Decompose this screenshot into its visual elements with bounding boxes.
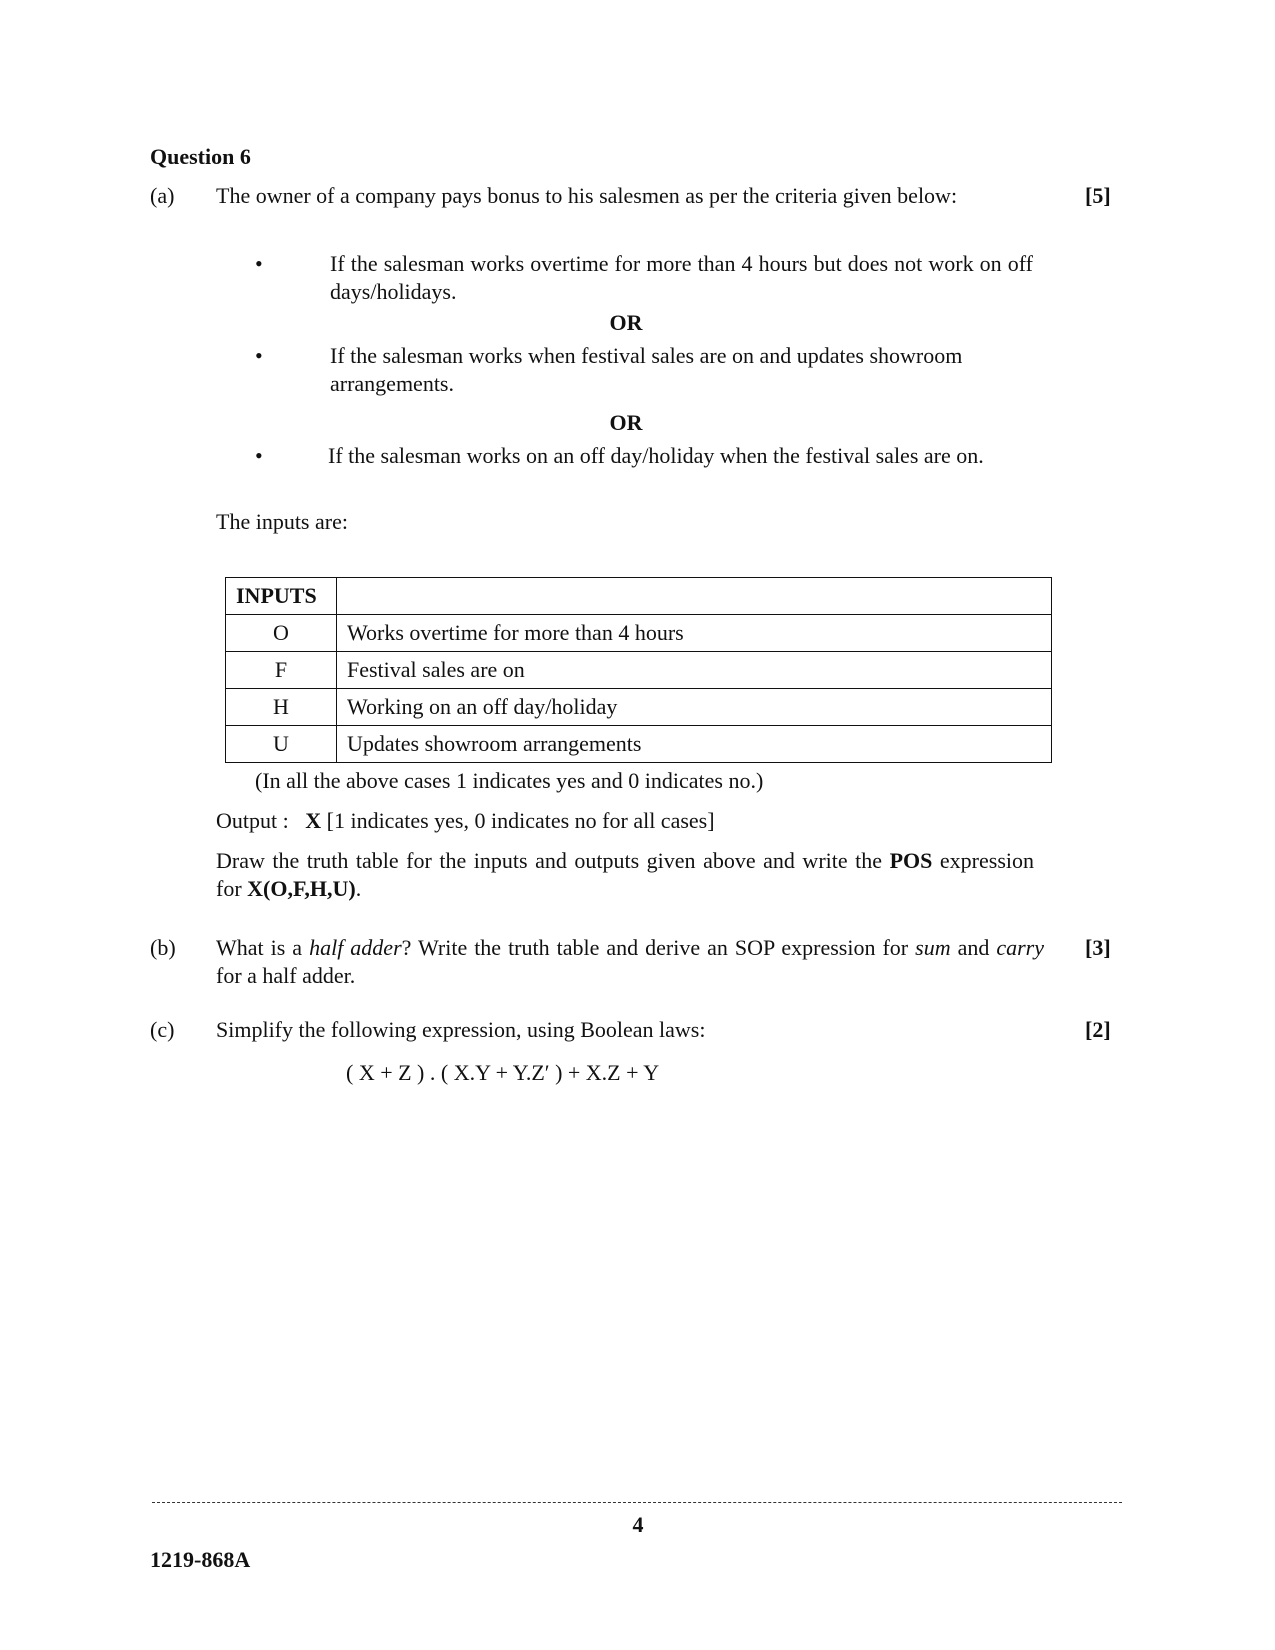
output-label: Output : [216, 808, 289, 833]
part-a-marks: [5] [1085, 183, 1111, 208]
instruction-text: expression for [216, 848, 1034, 901]
input-description: Updates showroom arrangements [337, 726, 1052, 763]
part-c-text: Simplify the following expression, using Boolean laws: [216, 1017, 706, 1042]
part-b-text-fragment: What is a [216, 935, 303, 960]
page-number: 4 [632, 1512, 644, 1537]
bullet-icon: • [255, 343, 263, 368]
part-b-marks: [3] [1085, 935, 1111, 960]
table-header-empty [337, 578, 1052, 615]
inputs-intro: The inputs are: [216, 509, 348, 534]
part-b-label: (b) [150, 935, 176, 960]
part-b-text-fragment: ? Write the truth table and derive an SOP expression for [401, 935, 909, 960]
output-variable: X [305, 808, 322, 833]
part-a-label: (a) [150, 183, 175, 208]
input-symbol: F [226, 652, 337, 689]
input-description: Festival sales are on [337, 652, 1052, 689]
boolean-expression: ( X + Z ) . ( X.Y + Y.Z′ ) + X.Z + Y [346, 1060, 660, 1085]
output-line [216, 807, 715, 835]
criterion-3: If the salesman works on an off day/holiday when the festival sales are on. [328, 443, 984, 468]
part-b-text [216, 934, 1044, 990]
bullet-icon: • [255, 443, 263, 468]
criterion-2: If the salesman works when festival sales are on and updates showroom arrangements. [330, 343, 963, 396]
part-c-marks: [2] [1085, 1017, 1111, 1042]
part-b-text-fragment: and [957, 935, 990, 960]
input-symbol: U [226, 726, 337, 763]
table-header: INPUTS [226, 578, 337, 615]
footer-divider [152, 1502, 1122, 1503]
encoding-note: (In all the above cases 1 indicates yes and 0 indicates no.) [255, 768, 764, 793]
part-a-instruction [216, 847, 1034, 903]
part-c-label: (c) [150, 1017, 175, 1042]
or-separator: OR [609, 410, 643, 435]
input-description: Works overtime for more than 4 hours [337, 615, 1052, 652]
table-row [226, 615, 1052, 652]
part-b-text-fragment: for a half adder. [216, 963, 356, 988]
instruction-end: . [355, 876, 362, 901]
table-row [226, 726, 1052, 763]
part-a-intro: The owner of a company pays bonus to his salesmen as per the criteria given below: [216, 183, 958, 208]
paper-code: 1219-868A [150, 1547, 251, 1572]
criterion-1: If the salesman works overtime for more than 4 hours but does not work on off days/holidays. [330, 251, 1033, 304]
table-row [226, 652, 1052, 689]
instruction-pos: POS [889, 848, 933, 873]
sum-term: sum [915, 935, 951, 960]
instruction-text: Draw the truth table for the inputs and outputs given above and write the [216, 848, 883, 873]
instruction-function: X(O,F,H,U) [247, 876, 356, 901]
carry-term: carry [996, 935, 1045, 960]
input-symbol: O [226, 615, 337, 652]
table-header-row [226, 578, 1052, 615]
bullet-icon: • [255, 251, 263, 276]
inputs-table [225, 577, 1052, 763]
table-row [226, 689, 1052, 726]
or-separator: OR [609, 310, 643, 335]
input-symbol: H [226, 689, 337, 726]
question-title: Question 6 [150, 144, 251, 169]
half-adder-term: half adder [309, 935, 402, 960]
output-description: [1 indicates yes, 0 indicates no for all cases] [326, 808, 715, 833]
input-description: Working on an off day/holiday [337, 689, 1052, 726]
